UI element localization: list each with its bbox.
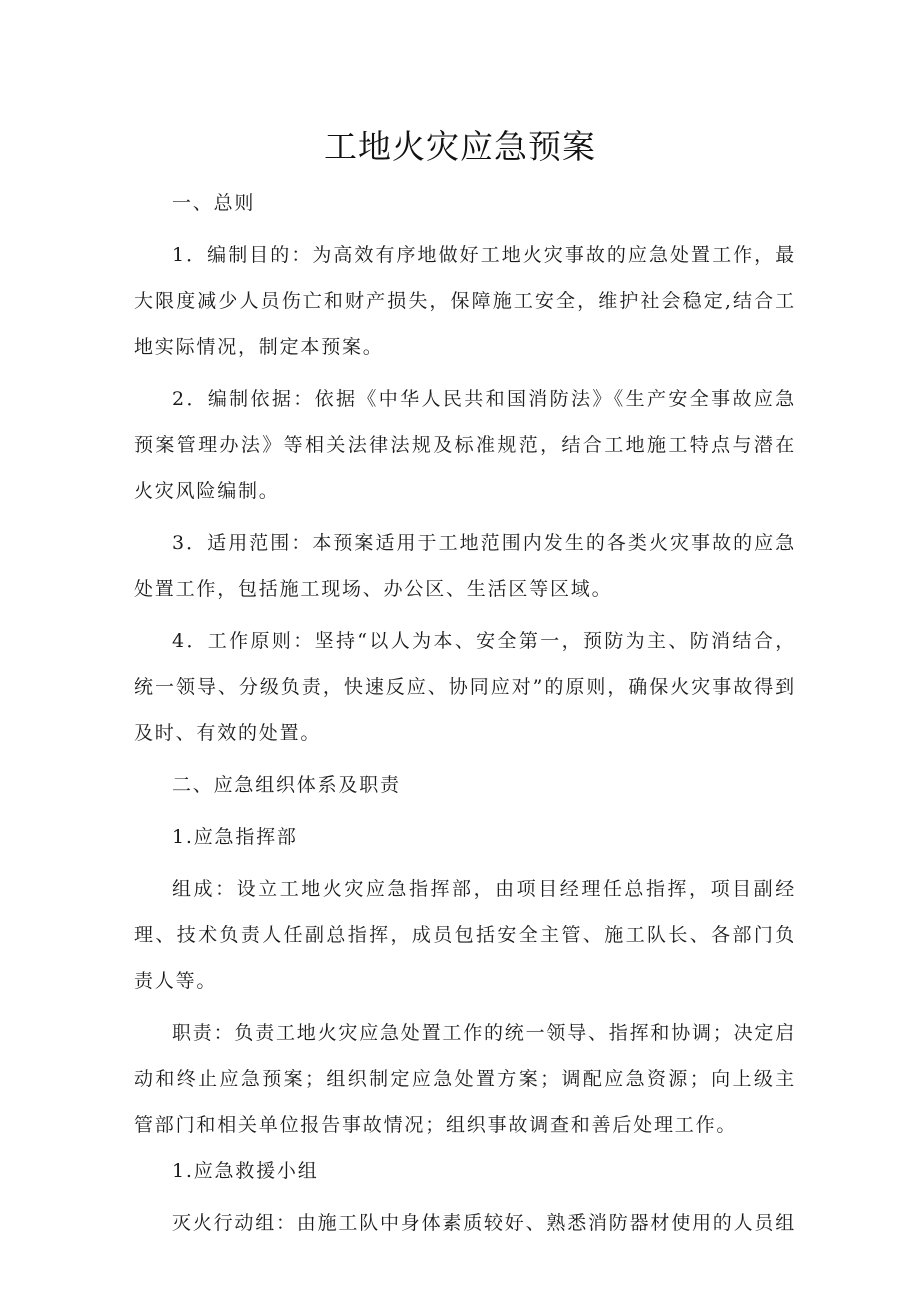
subheading-rescue-team: 1.应急救援小组: [172, 1160, 319, 1182]
document-title: 工地火灾应急预案: [324, 127, 596, 166]
paragraph-composition: 组成：设立工地火灾应急指挥部，由项目经理任总指挥，项目副经理、技术负责人任副总指挥，成员包括安全主管、施工队长、各部门负责人等。: [134, 878, 796, 992]
paragraph-basis: 2．编制依据：依据《中华人民共和国消防法》《生产安全事故应急预案管理办法》等相关法律法规及标准规范，结合工地施工特点与潜在火灾风险编制。: [134, 388, 796, 502]
paragraph-principles: 4．工作原则：坚持“以人为本、安全第一，预防为主、防消结合，统一领导、分级负责，快速反应、协同应对”的原则，确保火灾事故得到及时、有效的处置。: [134, 630, 796, 744]
section-heading-organization: 二、应急组织体系及职责: [172, 774, 401, 796]
paragraph-scope: 3．适用范围：本预案适用于工地范围内发生的各类火灾事故的应急处置工作，包括施工现场、办公区、生活区等区域。: [134, 532, 796, 600]
section-heading-general: 一、总则: [172, 192, 256, 214]
paragraph-duties: 职责：负责工地火灾应急处置工作的统一领导、指挥和协调；决定启动和终止应急预案；组织制定应急处置方案；调配应急资源；向上级主管部门和相关单位报告事故情况；组织事故调查和善后处理工作。: [134, 1022, 797, 1136]
document-body: [134, 180, 796, 1252]
paragraph-firefighting-group: 灭火行动组：由施工队中身体素质较好、熟悉消防器材使用的人员组: [172, 1212, 797, 1234]
paragraph-purpose: 1．编制目的：为高效有序地做好工地火灾事故的应急处置工作，最大限度减少人员伤亡和财产损失，保障施工安全，维护社会稳定,结合工地实际情况，制定本预案。: [134, 244, 796, 358]
subheading-command-center: 1.应急指挥部: [172, 826, 298, 848]
